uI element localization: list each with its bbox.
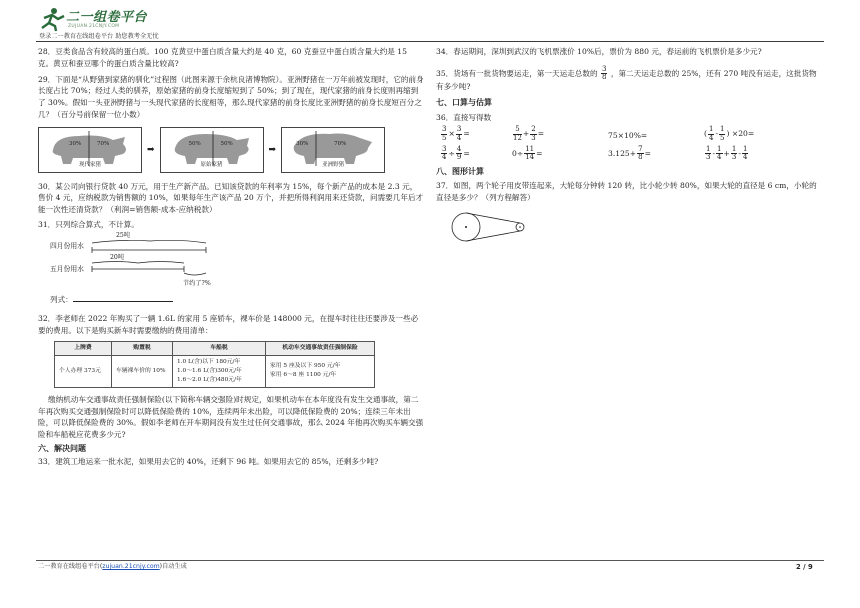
calc-item: $\frac{5}{12}$ + $\frac{2}{3}$ = — [513, 125, 545, 142]
fraction: $\frac{3}{8}$ — [601, 64, 607, 82]
fee-table — [54, 341, 375, 388]
pig-percent-primitive-right: 50% — [220, 140, 233, 147]
question-31: 31．只列综合算式，不计算。 — [38, 219, 139, 229]
calc-item: ( $\frac{1}{4}$ - $\frac{1}{5}$ ) ×20= — [704, 125, 755, 142]
calc-item: $\frac{1}{3}$ - $\frac{1}{4}$ + $\frac{1}{3}$ - $\frac{1}{4}$ — [706, 145, 748, 162]
question-37: 37．如图，两个轮子用皮带连起来，大轮每分钟转 120 转，比小轮少转 80%，如果大轮的直径是 6 cm，小轮的直径是多少？（列方程解答） — [436, 181, 817, 202]
question-29: 29．下面是“从野猪到家猪的驯化”过程图（此图来源于余杭良渚博物院）。亚洲野猪在一万年前被发现时，它的前身长度占比 70%；经过人类的驯养，原始家猪的前身长度缩短到了 50%；到了现在，现代家猪的前身长度则再缩到了 30%。假如一头亚洲野猪与一头现代家猪的长度相等，那么现代家猪的前身长度比亚洲野猪的前身长度短百分之几？（百分号前保留一位小数） — [38, 74, 424, 119]
footer-prefix: 二一教育在线组卷平台( — [38, 563, 103, 570]
q31-formula-label: 列式： — [50, 293, 424, 306]
calc-item: $\frac{3}{5}$ × $\frac{3}{4}$ = — [442, 125, 470, 142]
page-number: 2 / 9 — [796, 563, 813, 571]
arrow-icon: ➡ — [268, 144, 277, 155]
question-30: 30．某公司向银行贷款 40 万元，用于生产新产品。已知该贷款的年利率为 15%，每个新产品的成本是 2.3 元，售价 4 元，应纳税款为销售额的 10%，如果每年生产该产品 20 万个，并把所得利润用来还贷款，问需要几年后才能一次性还清贷款？（利润=销售额-成本-应纳税款） — [38, 181, 424, 215]
calc-row-1 — [440, 126, 822, 142]
calc-item: 3.125+ $\frac{7}{8}$ = — [608, 145, 651, 162]
calc-row-2 — [440, 146, 822, 162]
fee-header: 车船税 — [173, 341, 266, 355]
water-usage-diagram — [38, 233, 424, 291]
pig-panel-modern — [38, 127, 142, 173]
answer-blank[interactable] — [73, 293, 173, 302]
footer-link[interactable]: zujuan.21cnjy.com — [102, 563, 160, 570]
calc-item: $\frac{3}{4}$ ÷ $\frac{4}{9}$ = — [442, 145, 470, 162]
question-33: 33．建筑工地运来一批水泥，如果用去它的 40%，还剩下 96 吨。如果用去它的 85%，还剩多少吨? — [38, 457, 379, 467]
pig-domestication-figure — [38, 127, 424, 173]
pig-percent-wild: 70% — [334, 140, 347, 147]
fee-cell: 家用 5 座及以下 950 元/年 家用 6～8 座 1100 元/年 — [266, 355, 375, 387]
section-6-title: 六、解决问题 — [38, 443, 86, 453]
section-8-title: 八、图形计算 — [436, 166, 484, 176]
footer-source — [38, 562, 187, 572]
april-label: 四月份用水 — [50, 241, 84, 250]
calc-item: 75×10%= — [608, 131, 648, 141]
fee-cell: 车辆裸车价的 10% — [112, 355, 173, 387]
footer-divider — [36, 560, 824, 561]
pig-percent-modern: 30% — [69, 140, 82, 147]
april-bar — [90, 239, 210, 255]
arrow-icon: ➡ — [147, 144, 155, 155]
question-32: 32．李老师在 2022 年购买了一辆 1.6L 的家用 5 座轿车，裸车价是 148000 元，在提车时往往还要涉及一些必要的费用。以下是购买新车时需要缴纳的费用清单： — [38, 314, 419, 336]
question-32-detail: 缴纳机动车交通事故责任强制保险(以下简称车辆交强险)时规定，如果机动车在本年度没有发生交通事故，第二年再次购买交通强制保险时可以降低保险费的 10%，连续两年未出险，可以降低保险费的 20%；连续三年未出险，可以降低保险费的 30%。假如李老师在开车期间没有发生过任何交通事故，那么 2024 年他再次购买车辆交强险和车船税应花费多少元? — [38, 394, 424, 440]
may-label: 五月份用水 — [50, 264, 84, 273]
fee-header: 机动车交通事故责任强制保险 — [266, 341, 375, 355]
logo-subtitle: ZUJUAN.21CNJY.COM — [68, 24, 120, 29]
header-divider — [36, 41, 824, 42]
right-column — [436, 44, 822, 248]
runner-logo-icon — [38, 6, 66, 32]
fee-header: 购置税 — [112, 341, 173, 355]
logo-title: 二一组卷平台 — [66, 10, 148, 25]
pig-panel-primitive — [160, 127, 264, 173]
question-36: 36．直接写得数 — [436, 112, 492, 122]
question-35: 35．货场有一批货物要运走，第一天运走总数的 $\frac{3}{8}$ ，第二天运走总数的 25%，还有 270 吨没有运走，这批货物有多少吨? — [436, 64, 817, 92]
fee-cell: 1.0 L(含)以下 180元/年 1.0～1.6 L(含)300元/年 1.6～2.0 L(含)480元/年 — [173, 355, 266, 387]
question-34: 34．春运期间，深圳到武汉的飞机票涨价 10%后，票价为 880 元，春运前的飞机票价是多少元? — [436, 47, 762, 56]
may-value: 20吨 — [110, 253, 125, 261]
fee-header: 上牌费 — [55, 341, 112, 355]
footer-suffix: )自动生成 — [159, 563, 187, 570]
fee-cell: 个人办理 373元 — [55, 355, 112, 387]
saving-label: 节约了?% — [183, 279, 211, 287]
calc-item: 0÷ $\frac{11}{14}$ = — [512, 145, 543, 162]
pig-percent-modern-right: 70% — [97, 140, 110, 147]
pig-caption-wild: 亚洲野猪 — [322, 162, 345, 169]
pig-percent-primitive: 50% — [188, 140, 201, 147]
left-column — [38, 44, 424, 468]
section-7-title: 七、口算与估算 — [436, 98, 492, 108]
question-28: 28．豆类食品含有较高的蛋白质。100 克黄豆中蛋白质含量大约是 40 克，60 克蚕豆中蛋白质含量大约是 15 克。黄豆和蚕豆哪个的蛋白质含量比较高? — [38, 47, 407, 68]
belt-wheels-figure — [448, 210, 538, 244]
pig-panel-wild — [281, 127, 385, 173]
pig-caption-modern: 现代家猪 — [78, 162, 101, 169]
pig-caption-primitive: 原始家猪 — [200, 162, 223, 169]
pig-percent-wild-left: 30% — [296, 140, 309, 147]
april-value: 25吨 — [116, 231, 131, 239]
header-slogan: 登录二一教育在线组卷平台 助您教考全无忧 — [39, 33, 159, 40]
